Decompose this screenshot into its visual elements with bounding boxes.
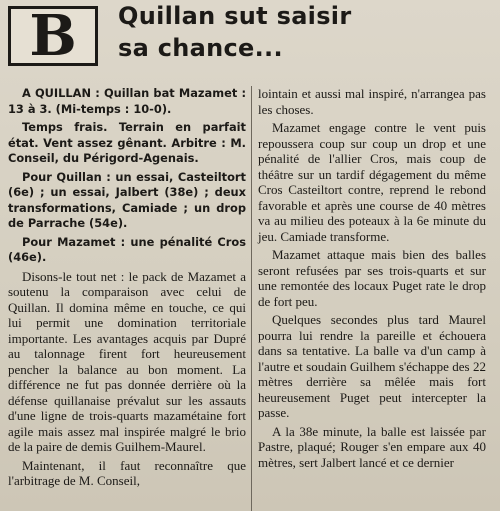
body-paragraph: A la 38e minute, la balle est laissée par Pastre, plaqué; Rouger s'en empare aux 40 mètres, sert Jalbert lancé et ce dernier — [258, 423, 486, 470]
match-result: A QUILLAN : Quillan bat Mazamet : 13 à 3. (Mi-temps : 10-0). — [8, 86, 246, 116]
right-column — [258, 86, 486, 473]
body-paragraph: Mazamet engage contre le vent puis repoussera coup sur coup un drop et une pénalité de l'allier Cros, mais coup de théâtre sur un tardif dégagement du même Cros Casteiltort contre, reprend le rebond favorable et après une course de 40 mètres va au milieu des poteaux à la 6e minute du jeu. Camiade transforme. — [258, 120, 486, 244]
body-paragraph: Mazamet attaque mais bien des balles seront refusées par ses trois-quarts et sur une remontée des locaux Puget rate le drop de fort peu. — [258, 247, 486, 309]
body-paragraph: Quelques secondes plus tard Maurel pourra lui rendre la pareille et échouera dans sa tentative. La balle va d'un camp à l'autre et soudain Guilhem s'échappe des 22 mètres derrière sa mêlée mais fort heureusement Puget peut intercepter la passe. — [258, 312, 486, 420]
left-column — [8, 86, 246, 492]
column-divider — [251, 86, 252, 511]
body-paragraph: Disons-le tout net : le pack de Mazamet a soutenu la comparaison avec celui de Quillan. Il domina même en touche, ce qui lui permit une domination territoriale importante. Les avantages acquis par Dupré au talonnage firent fort heureusement pencher la balance au bon moment. La différence ne fut pas donnée derrière où la défense quillanaise prévalut sur les assauts d'une ligne de trois-quarts mazamétaine fort agile mais assez mal inspirée malgré le brio de la paire de demis Guilhem-Maurel. — [8, 268, 246, 454]
section-letter-box — [8, 3, 98, 69]
match-conditions: Temps frais. Terrain en parfait état. Vent assez gênant. Arbitre : M. Conseil, du Périgord-Agenais. — [8, 120, 246, 165]
quillan-scorers: Pour Quillan : un essai, Casteiltort (6e) ; un essai, Jalbert (38e) ; deux transformations, Camiade ; un drop de Parrache (54e). — [8, 169, 246, 230]
article-headline: Quillan sut saisir sa chance... — [118, 2, 352, 62]
section-letter: B — [29, 3, 77, 69]
body-paragraph: Maintenant, il faut reconnaître que l'arbitrage de M. Conseil, — [8, 457, 246, 488]
body-paragraph: lointain et aussi mal inspiré, n'arrangea pas les choses. — [258, 86, 486, 117]
mazamet-scorers: Pour Mazamet : une pénalité Cros (46e). — [8, 234, 246, 264]
